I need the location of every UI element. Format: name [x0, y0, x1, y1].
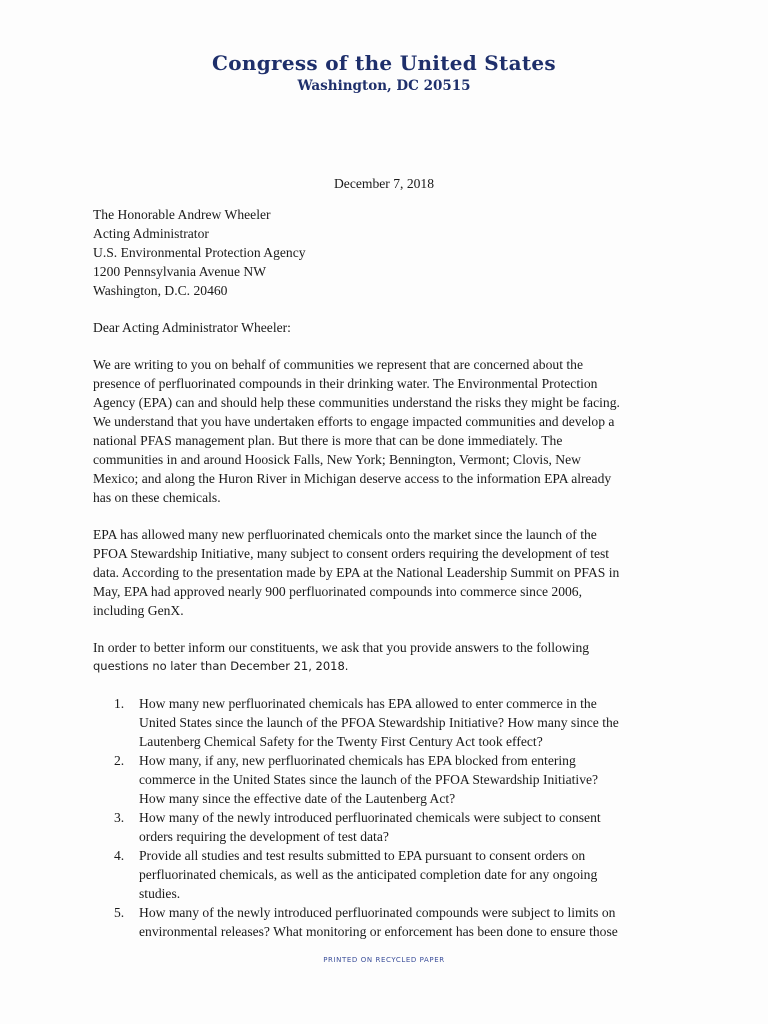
question-line: perfluorinated chemicals, as well as the anticipated completion date for any ongoing	[139, 867, 598, 882]
paragraph-line: communities in and around Hoosick Falls, New York; Bennington, Vermont; Clovis, New	[93, 452, 581, 467]
letterhead	[0, 50, 768, 96]
address-line: Acting Administrator	[93, 226, 209, 241]
paragraph-3	[93, 638, 693, 676]
address-line: Washington, D.C. 20460	[93, 283, 228, 298]
question-number: 1.	[114, 696, 125, 711]
question-line: How many of the newly introduced perfluorinated chemicals were subject to consent	[139, 810, 601, 825]
question-line: United States since the launch of the PFOA Stewardship Initiative? How many since the	[139, 715, 619, 730]
question-number: 3.	[114, 810, 125, 825]
paragraph-line: national PFAS management plan. But there is more that can be done immediately. The	[93, 433, 563, 448]
question-line: How many, if any, new perfluorinated chemicals has EPA blocked from entering	[139, 753, 576, 768]
question-number: 4.	[114, 848, 125, 863]
paragraph-line: EPA has allowed many new perfluorinated chemicals onto the market since the launch of the	[93, 527, 597, 542]
question-item	[93, 694, 693, 751]
question-line: orders requiring the development of test data?	[139, 829, 389, 844]
question-line: Lautenberg Chemical Safety for the Twenty First Century Act took effect?	[139, 734, 543, 749]
paragraph-1	[93, 355, 693, 507]
paragraph-line: has on these chemicals.	[93, 490, 221, 505]
question-line: How many of the newly introduced perfluorinated compounds were subject to limits on	[139, 905, 616, 920]
question-line: Provide all studies and test results submitted to EPA pursuant to consent orders on	[139, 848, 586, 863]
paragraph-line: presence of perfluorinated compounds in their drinking water. The Environmental Protection	[93, 376, 598, 391]
question-item	[93, 846, 693, 903]
recycled-paper-footer: PRINTED ON RECYCLED PAPER	[323, 956, 445, 964]
question-line: How many since the effective date of the Lautenberg Act?	[139, 791, 456, 806]
paragraph-line: data. According to the presentation made by EPA at the National Leadership Summit on PFAS in	[93, 565, 620, 580]
questions-list	[93, 694, 693, 941]
paragraph-line: We are writing to you on behalf of communities we represent that are concerned about the	[93, 357, 583, 372]
address-line: The Honorable Andrew Wheeler	[93, 207, 271, 222]
question-line: environmental releases? What monitoring or enforcement has been done to ensure those	[139, 924, 618, 939]
paragraph-line: including GenX.	[93, 603, 184, 618]
letterhead-city: Washington, DC 20515	[297, 78, 471, 94]
question-line: studies.	[139, 886, 181, 901]
paragraph-line: May, EPA had approved nearly 900 perfluorinated compounds into commerce since 2006,	[93, 584, 583, 599]
question-number: 2.	[114, 753, 125, 768]
paragraph-2	[93, 525, 693, 620]
question-item	[93, 751, 693, 808]
paragraph-line: Mexico; and along the Huron River in Michigan deserve access to the information EPA already	[93, 471, 612, 486]
address-line: U.S. Environmental Protection Agency	[93, 245, 306, 260]
question-item	[93, 808, 693, 846]
question-line: commerce in the United States since the launch of the PFOA Stewardship Initiative?	[139, 772, 599, 787]
question-number: 5.	[114, 905, 125, 920]
recipient-address	[93, 205, 693, 300]
question-item	[93, 903, 693, 941]
question-line: How many new perfluorinated chemicals has EPA allowed to enter commerce in the	[139, 696, 597, 711]
paragraph-line: questions no later than December 21, 2018.	[93, 659, 349, 673]
letter-body	[93, 205, 693, 941]
letterhead-org: Congress of the United States	[212, 51, 556, 75]
address-line: 1200 Pennsylvania Avenue NW	[93, 264, 267, 279]
paragraph-line: PFOA Stewardship Initiative, many subject to consent orders requiring the development of test	[93, 546, 610, 561]
salutation: Dear Acting Administrator Wheeler:	[93, 320, 291, 335]
letter-date: December 7, 2018	[333, 176, 435, 191]
paragraph-line: Agency (EPA) can and should help these communities understand the risks they might be facing.	[93, 395, 620, 410]
paragraph-line: We understand that you have undertaken efforts to engage impacted communities and develop a	[93, 414, 615, 429]
paragraph-line: In order to better inform our constituents, we ask that you provide answers to the following	[93, 640, 590, 655]
